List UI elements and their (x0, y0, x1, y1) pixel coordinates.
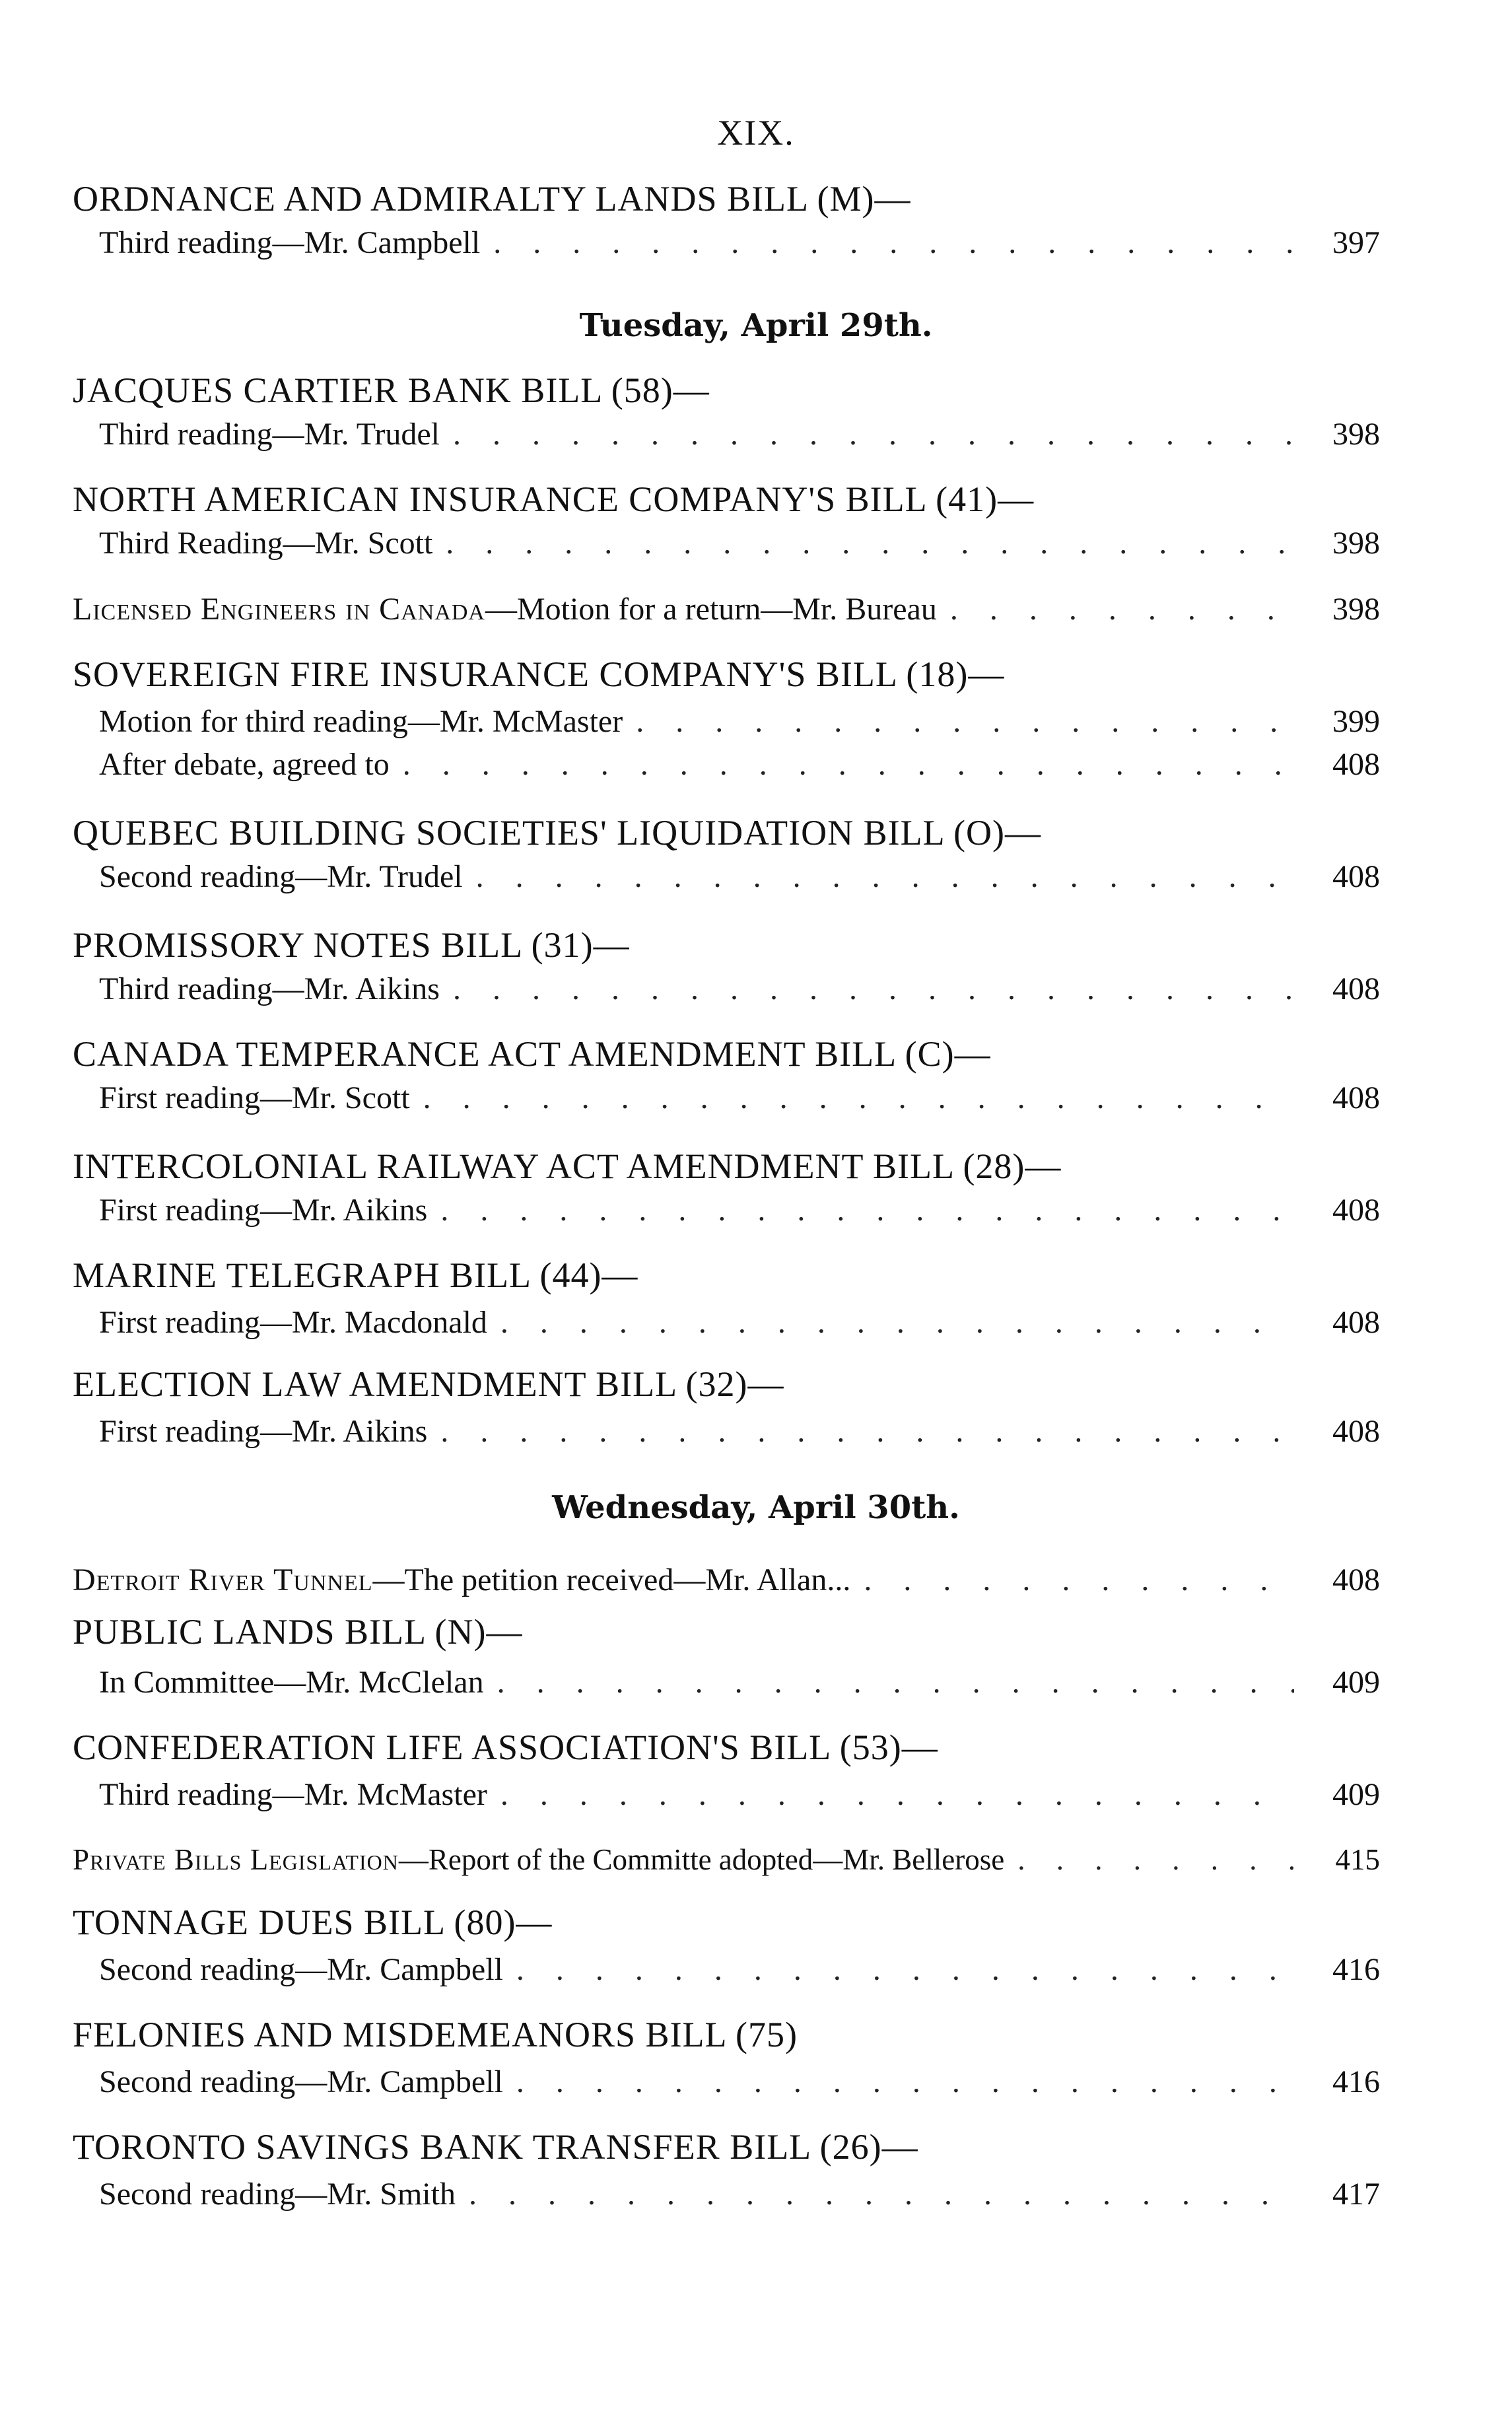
dot-leader (864, 1562, 1294, 1598)
entry-page: 408 (1332, 1562, 1380, 1597)
entry-text: Third reading—Mr. Aikins (99, 971, 440, 1006)
entry-text: After debate, agreed to (99, 747, 390, 782)
entry-text: Second reading—Mr. Smith (99, 2177, 456, 2212)
entry-text: Third reading—Mr. Campbell (99, 225, 481, 260)
dot-leader (497, 1664, 1294, 1700)
dot-leader (446, 525, 1294, 561)
entry-line (99, 525, 1380, 561)
entry-line (99, 971, 1380, 1007)
entry-topic: Licensed Engineers in Canada (73, 592, 485, 627)
entry-line (99, 1776, 1380, 1813)
entry-text: Third Reading—Mr. Scott (99, 526, 433, 561)
entry-heading: MARINE TELEGRAPH BILL (44)— (73, 1255, 638, 1295)
entry-heading: ELECTION LAW AMENDMENT BILL (32)— (73, 1364, 784, 1404)
entry-page: 415 (1335, 1843, 1380, 1876)
dot-leader (493, 225, 1294, 261)
dot-leader (516, 2064, 1294, 2100)
dot-leader (500, 1304, 1294, 1341)
entry-heading: CANADA TEMPERANCE ACT AMENDMENT BILL (C)— (73, 1034, 991, 1074)
dot-leader (636, 703, 1294, 740)
entry-line (99, 1080, 1380, 1116)
dot-leader (423, 1080, 1294, 1116)
entry-line (99, 746, 1380, 783)
entry-page: 416 (1332, 2064, 1380, 2099)
entry-line (99, 225, 1380, 261)
entry-page: 409 (1332, 1777, 1380, 1812)
entry-text: First reading—Mr. Aikins (99, 1414, 428, 1449)
entry-line (99, 2176, 1380, 2212)
dot-leader (403, 746, 1294, 783)
entry-text: Second reading—Mr. Campbell (99, 1952, 503, 1987)
entry-page: 397 (1332, 225, 1380, 260)
dot-leader (500, 1776, 1294, 1813)
entry-text: Third reading—Mr. Trudel (99, 417, 440, 452)
entry-line (73, 1562, 1380, 1598)
entry-heading: JACQUES CARTIER BANK BILL (58)— (73, 370, 710, 410)
entry-line (99, 703, 1380, 740)
entry-line (73, 591, 1380, 627)
entry-heading: CONFEDERATION LIFE ASSOCIATION'S BILL (53)— (73, 1728, 938, 1767)
entry-text: Second reading—Mr. Trudel (99, 859, 463, 894)
entry-page: 408 (1332, 1305, 1380, 1340)
entry-text: First reading—Mr. Macdonald (99, 1305, 487, 1340)
entry-text: —Motion for a return—Mr. Bureau (485, 592, 937, 627)
entry-page: 417 (1332, 2177, 1380, 2212)
entry-text: In Committee—Mr. McClelan (99, 1665, 484, 1700)
entry-heading: TONNAGE DUES BILL (80)— (73, 1903, 553, 1942)
dot-leader (476, 858, 1294, 895)
entry-text: Third reading—Mr. McMaster (99, 1777, 487, 1812)
entry-heading: INTERCOLONIAL RAILWAY ACT AMENDMENT BILL (28)— (73, 1146, 1062, 1186)
entry-heading: ORDNANCE AND ADMIRALTY LANDS BILL (M)— (73, 179, 911, 219)
entry-text: —Report of the Committe adopted—Mr. Bellerose (398, 1843, 1005, 1876)
entry-heading: PUBLIC LANDS BILL (N)— (73, 1612, 523, 1652)
entry-text: First reading—Mr. Aikins (99, 1193, 428, 1228)
date-heading: Tuesday, April 29th. (579, 307, 933, 344)
entry-page: 408 (1332, 971, 1380, 1006)
entry-page: 398 (1332, 526, 1380, 561)
entry-topic: Private Bills Legislation (73, 1843, 399, 1876)
dot-leader (440, 1192, 1294, 1228)
date-heading: Wednesday, April 30th. (552, 1489, 960, 1526)
entry-text: First reading—Mr. Scott (99, 1080, 410, 1115)
entry-heading: PROMISSORY NOTES BILL (31)— (73, 925, 630, 965)
entry-line (73, 1842, 1380, 1877)
entry-page: 399 (1332, 704, 1380, 739)
entry-page: 416 (1332, 1952, 1380, 1987)
entry-page: 398 (1332, 417, 1380, 452)
entry-line (99, 1664, 1380, 1700)
entry-page: 408 (1332, 1193, 1380, 1228)
entry-line (99, 1951, 1380, 1988)
entry-text: —The petition received—Mr. Allan... (372, 1562, 851, 1597)
dot-leader (950, 591, 1294, 627)
dot-leader (516, 1951, 1294, 1988)
entry-heading: SOVEREIGN FIRE INSURANCE COMPANY'S BILL (18)— (73, 654, 1005, 694)
entry-line (99, 1192, 1380, 1228)
entry-page: 408 (1332, 747, 1380, 782)
entry-line (99, 2064, 1380, 2100)
entry-heading: FELONIES AND MISDEMEANORS BILL (75) (73, 2015, 798, 2054)
entry-topic: Detroit River Tunnel (73, 1562, 373, 1597)
dot-leader (1017, 1842, 1294, 1877)
page-number: XIX. (717, 113, 795, 153)
entry-heading: NORTH AMERICAN INSURANCE COMPANY'S BILL (41)— (73, 479, 1035, 519)
dot-leader (453, 416, 1294, 452)
entry-heading: TORONTO SAVINGS BANK TRANSFER BILL (26)— (73, 2127, 918, 2167)
entry-line (99, 1304, 1380, 1341)
dot-leader (453, 971, 1294, 1007)
entry-page: 408 (1332, 1414, 1380, 1449)
entry-heading: QUEBEC BUILDING SOCIETIES' LIQUIDATION BILL (O)— (73, 813, 1042, 853)
entry-page: 409 (1332, 1665, 1380, 1700)
dot-leader (469, 2176, 1294, 2212)
entry-page: 398 (1332, 592, 1380, 627)
entry-line (99, 858, 1380, 895)
entry-line (99, 1413, 1380, 1450)
entry-page: 408 (1332, 1080, 1380, 1115)
dot-leader (440, 1413, 1294, 1450)
entry-line (99, 416, 1380, 452)
entry-text: Second reading—Mr. Campbell (99, 2064, 503, 2099)
entry-page: 408 (1332, 859, 1380, 894)
entry-text: Motion for third reading—Mr. McMaster (99, 704, 623, 739)
